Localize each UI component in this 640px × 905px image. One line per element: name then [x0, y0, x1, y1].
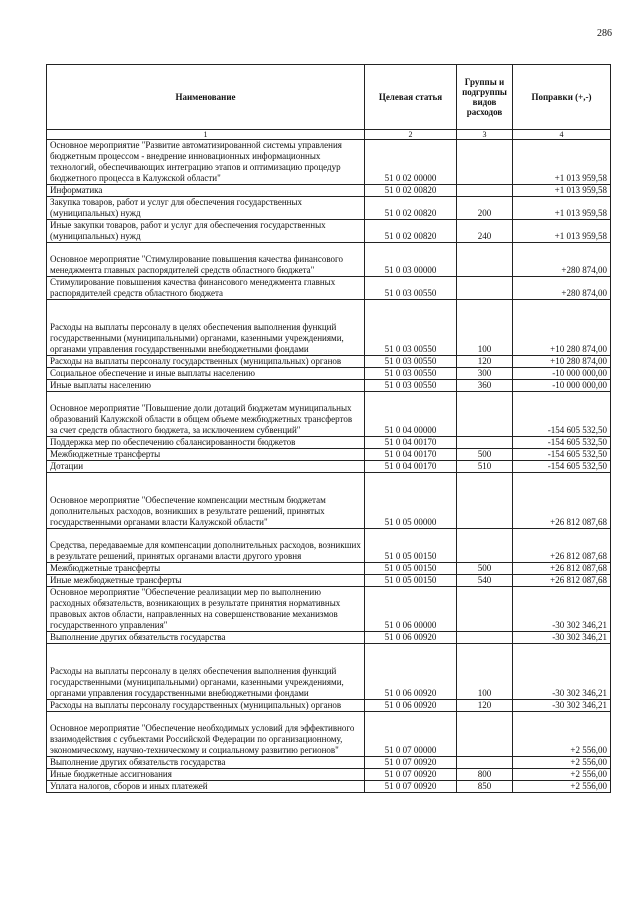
row-expense-group: 120 [457, 700, 513, 712]
table-row [47, 300, 611, 356]
row-name: Средства, передаваемые для компенсации дополнительных расходов, возникших в результате решений, принятых органами власти другого уровня [47, 529, 365, 563]
header-target-article: Целевая статья [365, 65, 457, 130]
row-expense-group [457, 140, 513, 185]
table-row [47, 473, 611, 529]
row-name: Основное мероприятие "Обеспечение необходимых условий для эффективного взаимодействия с субъектами Российской Федерации по организационному, экономическому, научно-техническому и социальному развитию регионов" [47, 712, 365, 757]
table-row [47, 392, 611, 437]
table-row [47, 356, 611, 368]
row-amendment: +1 013 959,58 [513, 220, 611, 243]
column-number: 3 [457, 130, 513, 140]
row-expense-group [457, 277, 513, 300]
table-row [47, 140, 611, 185]
row-name: Расходы на выплаты персоналу в целях обеспечения выполнения функций государственными (муниципальными) органами, казенными учреждениями, органами управления государственными внебюджетными фондами [47, 300, 365, 356]
row-target-article: 51 0 02 00820 [365, 185, 457, 197]
row-target-article: 51 0 06 00920 [365, 700, 457, 712]
row-amendment: +2 556,00 [513, 712, 611, 757]
page-number: 286 [597, 28, 612, 39]
row-target-article: 51 0 03 00550 [365, 368, 457, 380]
table-row [47, 644, 611, 700]
row-name: Межбюджетные трансферты [47, 449, 365, 461]
column-number: 4 [513, 130, 611, 140]
row-name: Основное мероприятие "Обеспечение реализации мер по выполнению расходных обязательств, возникающих в результате принятия нормативных правовых актов области, направленных на совершенствование механизмов государственного управления" [47, 587, 365, 632]
row-name: Расходы на выплаты персоналу государственных (муниципальных) органов [47, 356, 365, 368]
row-target-article: 51 0 03 00550 [365, 356, 457, 368]
row-target-article: 51 0 04 00170 [365, 449, 457, 461]
row-name: Социальное обеспечение и иные выплаты населению [47, 368, 365, 380]
row-target-article: 51 0 02 00000 [365, 140, 457, 185]
table-row [47, 461, 611, 473]
table-row [47, 220, 611, 243]
row-expense-group [457, 587, 513, 632]
row-expense-group: 500 [457, 563, 513, 575]
row-name: Иные закупки товаров, работ и услуг для обеспечения государственных (муниципальных) нужд [47, 220, 365, 243]
row-expense-group: 100 [457, 300, 513, 356]
header-expense-groups: Группы и подгруппы видов расходов [457, 65, 513, 130]
row-target-article: 51 0 05 00000 [365, 473, 457, 529]
row-amendment: +1 013 959,58 [513, 185, 611, 197]
table-row [47, 769, 611, 781]
table-row [47, 380, 611, 392]
row-name: Выполнение других обязательств государства [47, 757, 365, 769]
row-name: Информатика [47, 185, 365, 197]
row-target-article: 51 0 07 00000 [365, 712, 457, 757]
row-target-article: 51 0 04 00170 [365, 461, 457, 473]
row-target-article: 51 0 03 00550 [365, 277, 457, 300]
row-name: Расходы на выплаты персоналу в целях обеспечения выполнения функций государственными (муниципальными) органами, казенными учреждениями, органами управления государственными внебюджетными фондами [47, 644, 365, 700]
table-row [47, 529, 611, 563]
table-row [47, 185, 611, 197]
row-expense-group: 300 [457, 368, 513, 380]
row-amendment: +26 812 087,68 [513, 529, 611, 563]
row-amendment: -154 605 532,50 [513, 449, 611, 461]
row-expense-group: 200 [457, 197, 513, 220]
row-name: Иные межбюджетные трансферты [47, 575, 365, 587]
table-row [47, 632, 611, 644]
row-amendment: +280 874,00 [513, 243, 611, 277]
row-amendment: +10 280 874,00 [513, 356, 611, 368]
row-target-article: 51 0 07 00920 [365, 757, 457, 769]
row-target-article: 51 0 05 00150 [365, 575, 457, 587]
row-name: Иные бюджетные ассигнования [47, 769, 365, 781]
row-expense-group: 240 [457, 220, 513, 243]
row-amendment: -10 000 000,00 [513, 380, 611, 392]
row-target-article: 51 0 02 00820 [365, 220, 457, 243]
column-number: 2 [365, 130, 457, 140]
row-name: Стимулирование повышения качества финансового менеджмента главных распорядителей средств областного бюджета [47, 277, 365, 300]
row-name: Иные выплаты населению [47, 380, 365, 392]
row-amendment: +2 556,00 [513, 757, 611, 769]
table-row [47, 563, 611, 575]
table-header-row [47, 65, 611, 130]
row-target-article: 51 0 04 00000 [365, 392, 457, 437]
row-expense-group: 800 [457, 769, 513, 781]
row-name: Основное мероприятие "Стимулирование повышения качества финансового менеджмента главных распорядителей средств областного бюджета" [47, 243, 365, 277]
table-row [47, 587, 611, 632]
row-expense-group: 500 [457, 449, 513, 461]
table-row [47, 449, 611, 461]
row-expense-group: 510 [457, 461, 513, 473]
row-amendment: -30 302 346,21 [513, 587, 611, 632]
row-amendment: +26 812 087,68 [513, 575, 611, 587]
row-target-article: 51 0 07 00920 [365, 769, 457, 781]
row-amendment: +280 874,00 [513, 277, 611, 300]
table-body [47, 140, 611, 793]
row-expense-group [457, 185, 513, 197]
row-amendment: +2 556,00 [513, 769, 611, 781]
row-expense-group: 850 [457, 781, 513, 793]
row-target-article: 51 0 06 00920 [365, 644, 457, 700]
table-row [47, 575, 611, 587]
row-expense-group [457, 473, 513, 529]
row-name: Межбюджетные трансферты [47, 563, 365, 575]
row-target-article: 51 0 06 00000 [365, 587, 457, 632]
column-number-row [47, 130, 611, 140]
row-name: Основное мероприятие "Обеспечение компенсации местным бюджетам дополнительных расходов, возникших в результате решений, принятых государственными органами власти Калужской области" [47, 473, 365, 529]
row-amendment: +1 013 959,58 [513, 140, 611, 185]
row-expense-group [457, 392, 513, 437]
row-expense-group: 100 [457, 644, 513, 700]
row-name: Уплата налогов, сборов и иных платежей [47, 781, 365, 793]
row-amendment: -154 605 532,50 [513, 392, 611, 437]
row-amendment: +26 812 087,68 [513, 563, 611, 575]
table-row [47, 368, 611, 380]
row-name: Поддержка мер по обеспечению сбалансированности бюджетов [47, 437, 365, 449]
row-expense-group: 540 [457, 575, 513, 587]
column-number: 1 [47, 130, 365, 140]
row-target-article: 51 0 05 00150 [365, 563, 457, 575]
table-row [47, 757, 611, 769]
table-row [47, 243, 611, 277]
header-amendments: Поправки (+,-) [513, 65, 611, 130]
row-name: Основное мероприятие "Повышение доли дотаций бюджетам муниципальных образований Калужской области в общем объеме межбюджетных трансфертов за счет средств областного бюджета, за исключением субвенций" [47, 392, 365, 437]
row-target-article: 51 0 02 00820 [365, 197, 457, 220]
table-row [47, 781, 611, 793]
row-target-article: 51 0 03 00000 [365, 243, 457, 277]
row-amendment: -10 000 000,00 [513, 368, 611, 380]
row-amendment: +26 812 087,68 [513, 473, 611, 529]
row-amendment: -154 605 532,50 [513, 437, 611, 449]
row-amendment: -30 302 346,21 [513, 632, 611, 644]
row-name: Выполнение других обязательств государства [47, 632, 365, 644]
row-target-article: 51 0 03 00550 [365, 300, 457, 356]
row-name: Дотации [47, 461, 365, 473]
row-expense-group: 360 [457, 380, 513, 392]
table-row [47, 712, 611, 757]
row-expense-group [457, 712, 513, 757]
row-target-article: 51 0 06 00920 [365, 632, 457, 644]
row-name: Закупка товаров, работ и услуг для обеспечения государственных (муниципальных) нужд [47, 197, 365, 220]
row-expense-group [457, 243, 513, 277]
table-row [47, 700, 611, 712]
row-amendment: -30 302 346,21 [513, 700, 611, 712]
budget-amendments-table [46, 64, 611, 793]
row-amendment: +2 556,00 [513, 781, 611, 793]
row-target-article: 51 0 03 00550 [365, 380, 457, 392]
row-expense-group [457, 632, 513, 644]
row-name: Основное мероприятие "Развитие автоматизированной системы управления бюджетным процессом - внедрение инновационных информационных технологий, обеспечивающих интеграцию этапов и оптимизацию процедур бюджетного процесса в Калужской области" [47, 140, 365, 185]
row-target-article: 51 0 05 00150 [365, 529, 457, 563]
row-amendment: +1 013 959,58 [513, 197, 611, 220]
row-name: Расходы на выплаты персоналу государственных (муниципальных) органов [47, 700, 365, 712]
table-row [47, 197, 611, 220]
row-amendment: +10 280 874,00 [513, 300, 611, 356]
table-row [47, 437, 611, 449]
row-amendment: -154 605 532,50 [513, 461, 611, 473]
row-expense-group [457, 529, 513, 563]
row-expense-group [457, 437, 513, 449]
row-target-article: 51 0 07 00920 [365, 781, 457, 793]
table-row [47, 277, 611, 300]
row-amendment: -30 302 346,21 [513, 644, 611, 700]
row-expense-group [457, 757, 513, 769]
row-target-article: 51 0 04 00170 [365, 437, 457, 449]
header-name: Наименование [47, 65, 365, 130]
row-expense-group: 120 [457, 356, 513, 368]
